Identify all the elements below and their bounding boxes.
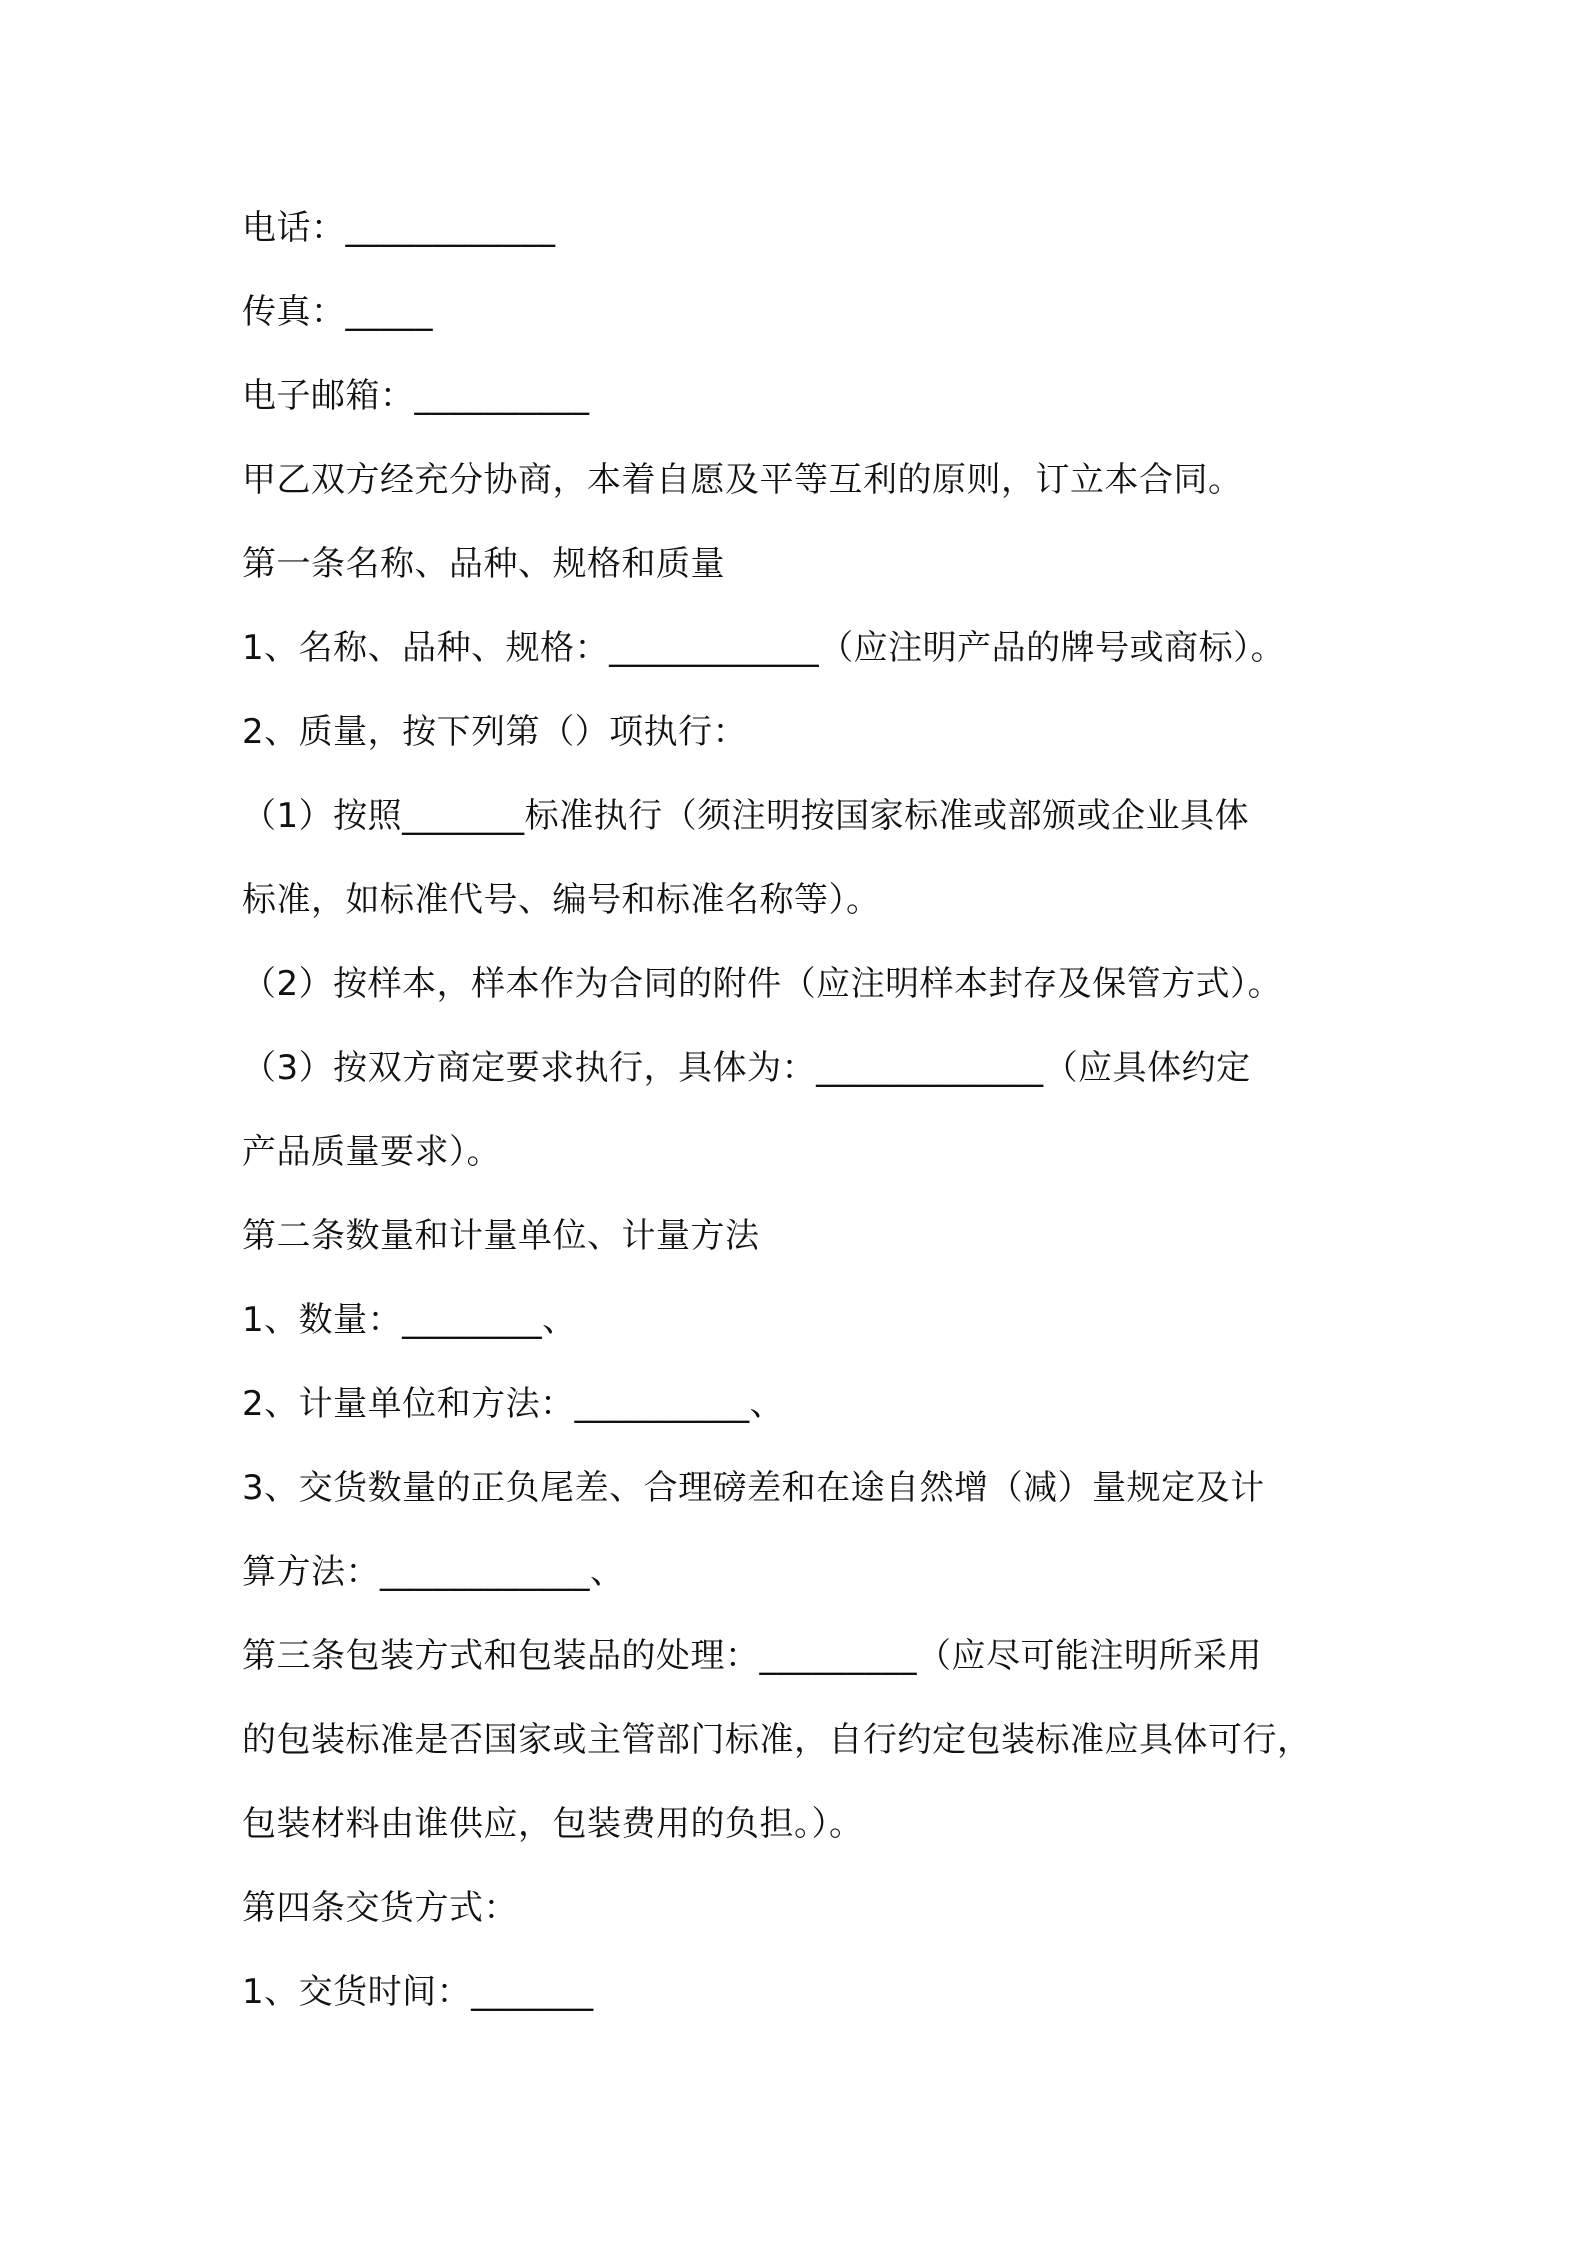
article-3-continued-2: 包装材料由谁供应，包装费用的负担。）。 <box>242 1804 864 1844</box>
quality-option-1-continued: 标准，如标准代号、编号和标准名称等）。 <box>242 880 881 920</box>
email-field: 电子邮箱：__________ <box>242 376 590 416</box>
article-3-continued-1: 的包装标准是否国家或主管部门标准，自行约定包装标准应具体可行， <box>242 1720 1312 1760</box>
article-4-heading: 第四条交货方式： <box>242 1888 518 1928</box>
preamble-text: 甲乙双方经充分协商，本着自愿及平等互利的原则，订立本合同。 <box>242 460 1243 500</box>
article-1-item-1: 1、名称、品种、规格：____________（应注明产品的牌号或商标）。 <box>242 628 1286 668</box>
article-3-heading: 第三条包装方式和包装品的处理：_________（应尽可能注明所采用 <box>242 1636 1262 1676</box>
quality-option-1: （1）按照_______标准执行（须注明按国家标准或部颁或企业具体 <box>242 796 1250 836</box>
fax-field: 传真：_____ <box>242 292 433 332</box>
contract-body <box>242 198 1352 2046</box>
quality-option-3-continued: 产品质量要求）。 <box>242 1132 501 1172</box>
phone-field: 电话：____________ <box>242 208 556 248</box>
quality-option-2: （2）按样本，样本作为合同的附件（应注明样本封存及保管方式）。 <box>242 964 1283 1004</box>
article-1-item-2: 2、质量，按下列第（）项执行： <box>242 712 748 752</box>
article-2-item-3-continued: 算方法：____________、 <box>242 1552 625 1592</box>
article-2-heading: 第二条数量和计量单位、计量方法 <box>242 1216 760 1256</box>
article-2-item-2: 2、计量单位和方法：__________、 <box>242 1384 785 1424</box>
article-2-item-3: 3、交货数量的正负尾差、合理磅差和在途自然增（减）量规定及计 <box>242 1468 1265 1508</box>
article-4-item-1: 1、交货时间：_______ <box>242 1972 594 2012</box>
article-1-heading: 第一条名称、品种、规格和质量 <box>242 544 725 584</box>
article-2-item-1: 1、数量：________、 <box>242 1300 577 1340</box>
quality-option-3: （3）按双方商定要求执行，具体为：_____________（应具体约定 <box>242 1048 1251 1088</box>
